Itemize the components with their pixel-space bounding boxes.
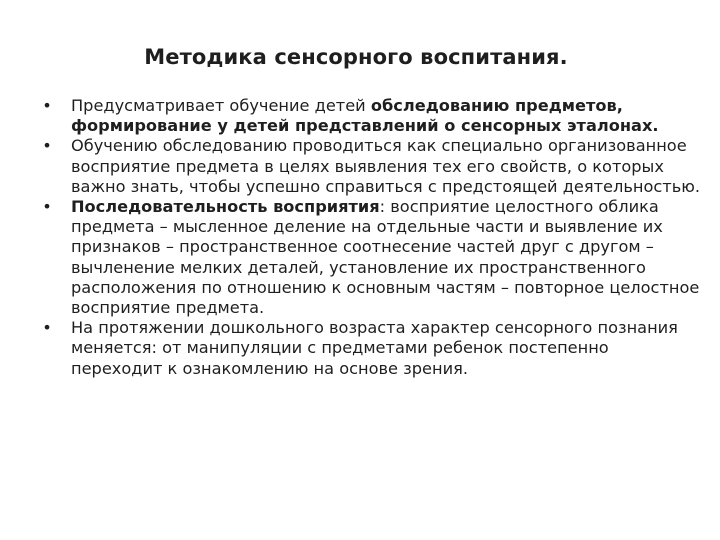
bullet-item: [40, 197, 704, 318]
bullet-icon: •: [42, 96, 52, 115]
bullet-text: Предусматривает обучение детей: [71, 96, 371, 115]
bullet-icon: •: [42, 197, 52, 217]
bullet-text: Обучению обследованию проводиться как специально организованное восприятие предмета в целях выявления тех его свойств, о которых важно знать, чтобы успешно справиться с предстоящей деятельностью.: [71, 136, 701, 196]
bullet-text-bold: Последовательность восприятия: [71, 197, 380, 217]
slide-title: Методика сенсорного воспитания.: [144, 45, 568, 69]
bullet-icon: •: [42, 136, 52, 156]
bullet-text: На протяжении дошкольного возраста характер сенсорного познания меняется: от манипуляции с предметами ребенок постепенно переходит к ознакомлению на основе зрения.: [71, 318, 678, 378]
bullet-text: : восприятие целостного облика предмета – мысленное деление на отдельные части и выявление их признаков – пространственное соотнесение частей друг с другом – вычленение мелких деталей, установление их пространственного расположения по отношению к основным частям – повторное целостное восприятие предмета.: [71, 197, 700, 318]
bullet-list: [40, 96, 704, 379]
bullet-item: [40, 136, 704, 197]
bullet-icon: •: [42, 318, 52, 338]
bullet-item: [40, 96, 704, 136]
bullet-text-bold: обследованию предметов, формирование у детей представлений о сенсорных эталонах.: [71, 96, 659, 136]
bullet-item: [40, 318, 704, 379]
